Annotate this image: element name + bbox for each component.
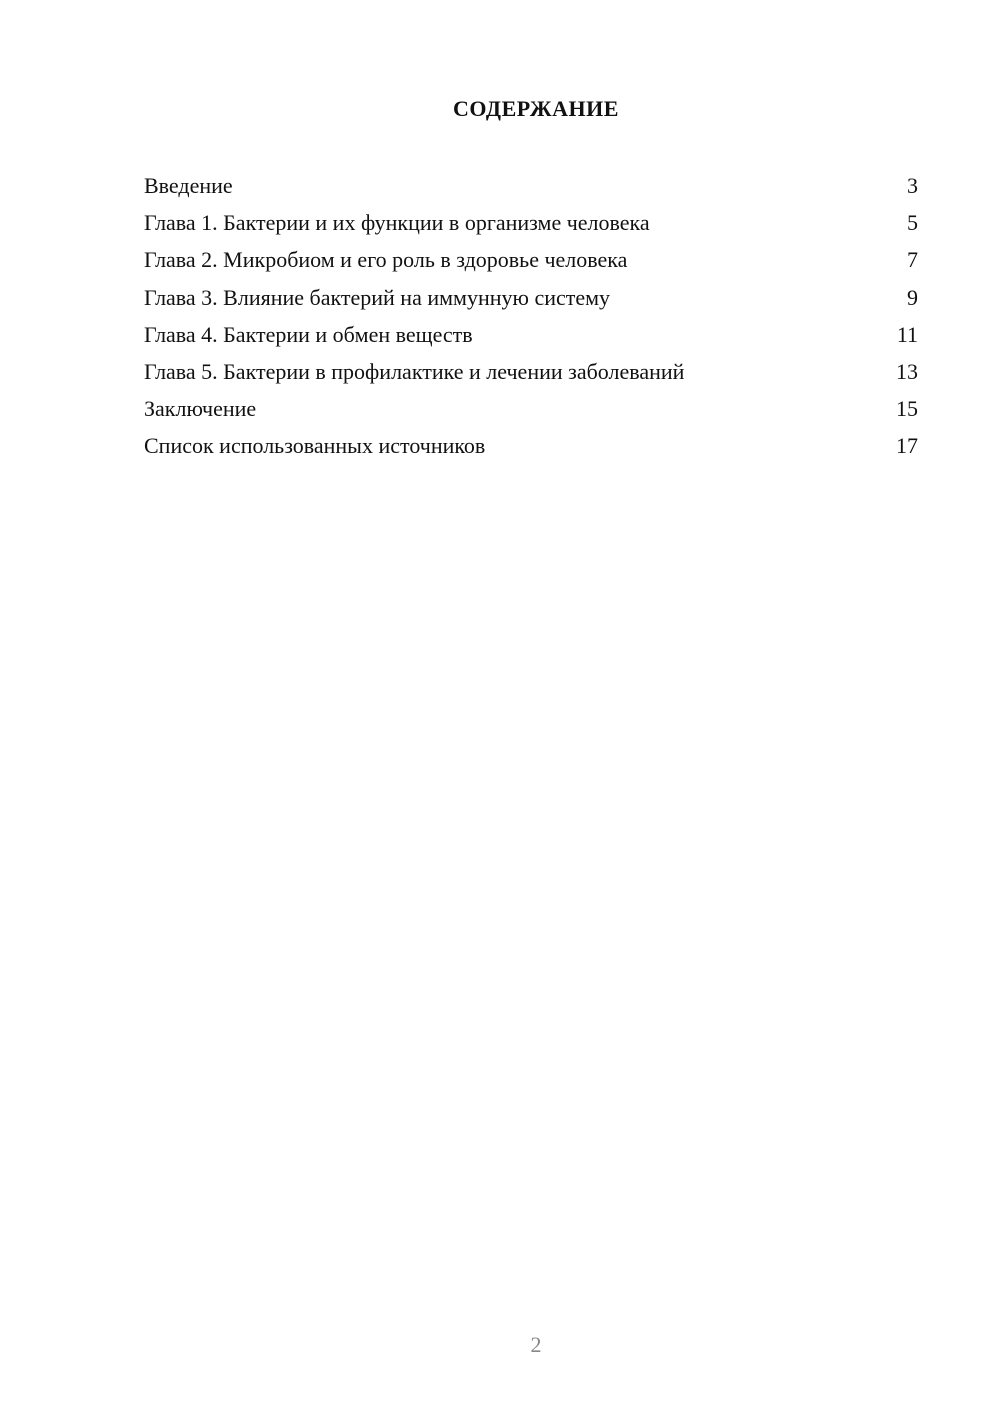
toc-item-page: 7 (907, 247, 918, 273)
toc-item-label: Глава 3. Влияние бактерий на иммунную систему (144, 284, 611, 310)
toc-item-chapter-4 (144, 316, 918, 353)
toc-item-label: Глава 5. Бактерии в профилактике и лечении заболеваний (144, 358, 685, 384)
toc-item-chapter-1 (144, 204, 918, 241)
toc-item-label: Глава 1. Бактерии и их функции в организме человека (144, 210, 650, 236)
toc-item-conclusion (144, 390, 918, 427)
page-title: СОДЕРЖАНИЕ (453, 96, 619, 121)
toc-item-label: Глава 4. Бактерии и обмен веществ (144, 321, 473, 347)
toc-item-page: 17 (896, 433, 918, 459)
toc-item-chapter-2 (144, 241, 918, 278)
toc-item-label: Введение (144, 173, 233, 198)
toc-item-references (144, 427, 918, 464)
toc-item-page: 13 (896, 358, 918, 384)
toc-item-chapter-5 (144, 353, 918, 390)
toc-item-label: Заключение (144, 396, 257, 422)
toc-item-page: 15 (896, 396, 918, 422)
toc-item-label: Глава 2. Микробиом и его роль в здоровье человека (144, 247, 628, 273)
toc-item-page: 11 (896, 321, 918, 347)
toc-item-page: 3 (907, 173, 918, 198)
toc-item-label: Список использованных источников (144, 433, 486, 459)
toc-item-chapter-3 (144, 279, 918, 316)
table-of-contents (144, 167, 918, 465)
toc-item-page: 9 (907, 284, 918, 310)
page-number: 2 (530, 1332, 542, 1357)
toc-item-introduction (144, 167, 918, 204)
toc-item-page: 5 (907, 210, 918, 236)
